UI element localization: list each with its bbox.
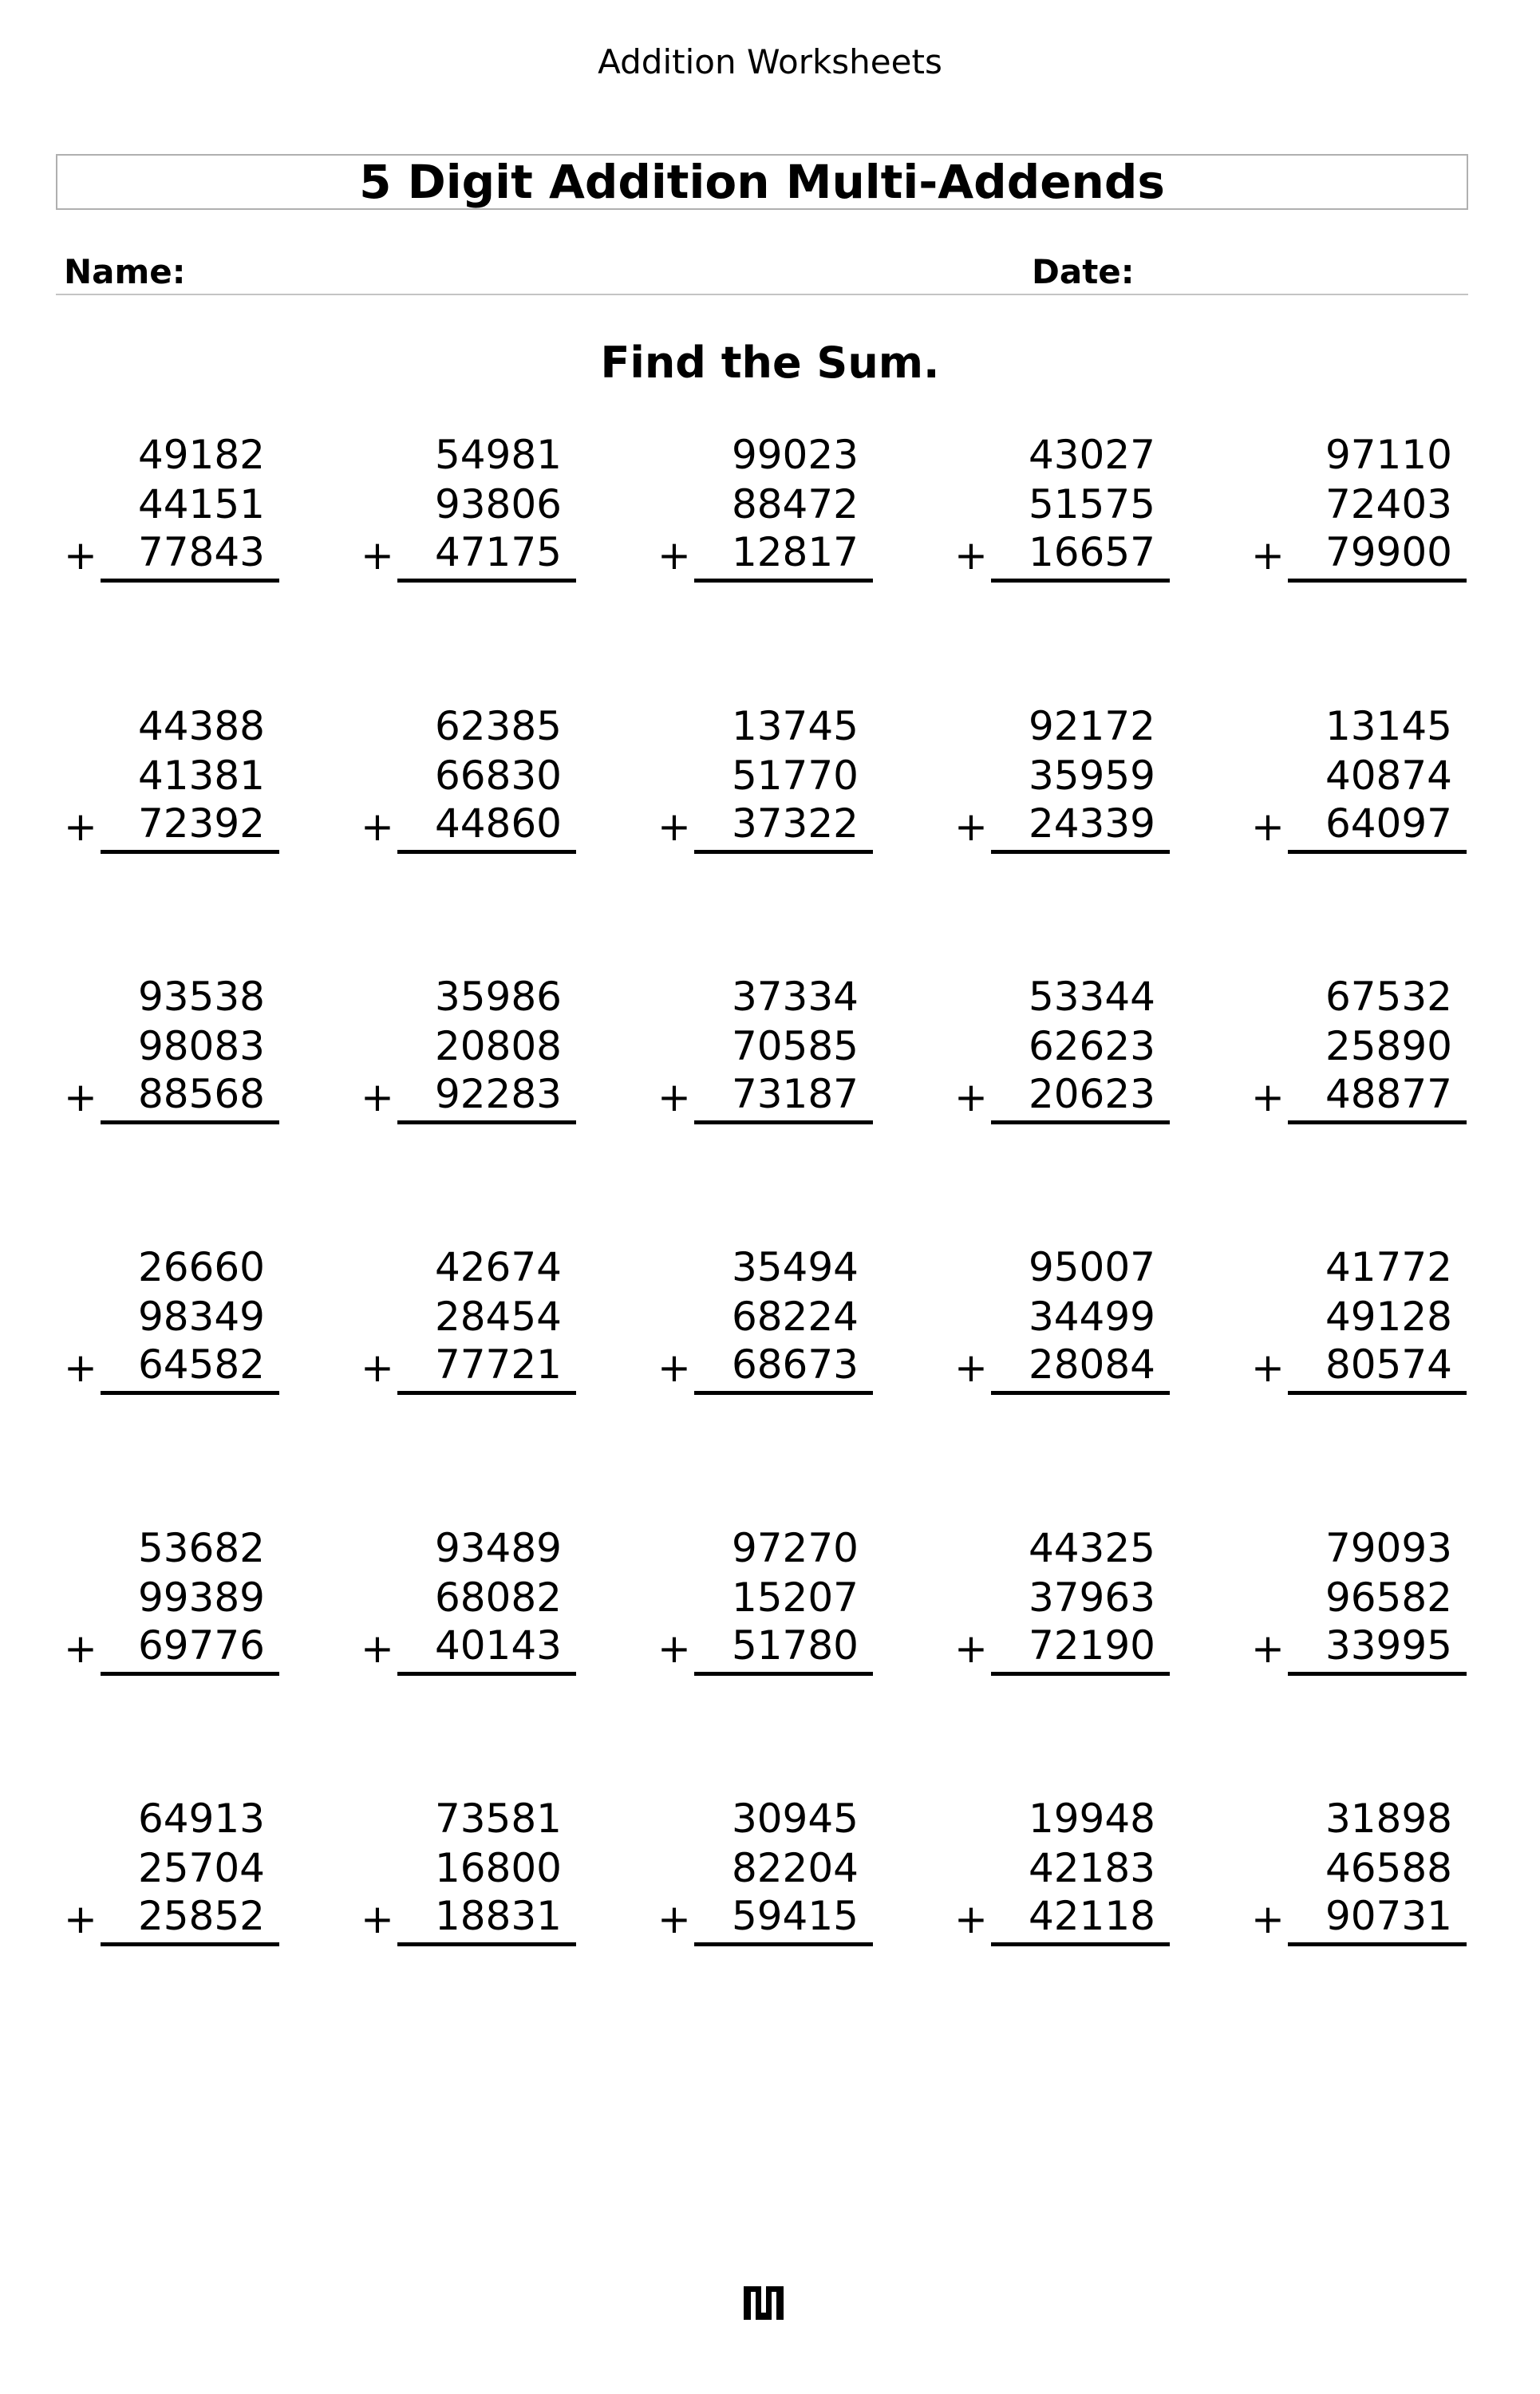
addend-3: 79900 [1325, 529, 1452, 575]
addend-1: 67532 [1325, 974, 1452, 1020]
worksheet-title: 5 Digit Addition Multi-Addends [359, 155, 1165, 209]
addition-problem [64, 973, 279, 1124]
addition-problem [361, 1243, 576, 1395]
addition-problem [1251, 431, 1467, 583]
plus-sign: + [1251, 804, 1285, 850]
answer-line [694, 579, 873, 583]
addend-1: 35494 [731, 1244, 859, 1290]
answer-line [397, 850, 576, 854]
addend-2: 72403 [1325, 481, 1452, 527]
addend-3: 18831 [434, 1893, 562, 1939]
addend-2: 37963 [1028, 1574, 1155, 1621]
addend-1: 42674 [434, 1244, 562, 1290]
plus-sign: + [954, 532, 988, 579]
addend-2: 49128 [1325, 1294, 1452, 1340]
addend-3: 40143 [434, 1622, 562, 1669]
answer-line [397, 1672, 576, 1676]
addend-3: 90731 [1325, 1893, 1452, 1939]
addition-problem [64, 1243, 279, 1395]
plus-sign: + [954, 1896, 988, 1942]
addend-2: 68224 [731, 1294, 859, 1340]
addition-problem [1251, 1795, 1467, 1946]
addend-1: 44388 [137, 703, 265, 749]
addition-problem [361, 973, 576, 1124]
addition-problem [64, 702, 279, 854]
addend-2: 41381 [137, 753, 265, 799]
answer-line [991, 1672, 1170, 1676]
addend-3: 64582 [137, 1341, 265, 1388]
answer-line [1288, 1120, 1467, 1124]
addition-problem [361, 431, 576, 583]
answer-line [991, 1391, 1170, 1395]
addend-2: 16800 [434, 1845, 562, 1891]
answer-line [991, 850, 1170, 854]
addend-2: 51575 [1028, 481, 1155, 527]
plus-sign: + [1251, 532, 1285, 579]
addend-1: 73581 [434, 1796, 562, 1842]
addition-problem [657, 1243, 873, 1395]
instructions: Find the Sum. [600, 338, 940, 388]
publisher-logo-icon [744, 2286, 784, 2320]
answer-line [397, 1942, 576, 1946]
addend-1: 30945 [731, 1796, 859, 1842]
addition-problem [361, 1795, 576, 1946]
addend-3: 24339 [1028, 800, 1155, 847]
answer-line [101, 579, 279, 583]
addition-problem [657, 702, 873, 854]
answer-line [1288, 1672, 1467, 1676]
addend-2: 68082 [434, 1574, 562, 1621]
plus-sign: + [657, 532, 691, 579]
answer-line [397, 579, 576, 583]
addend-1: 97270 [731, 1525, 859, 1571]
addend-1: 93489 [434, 1525, 562, 1571]
addend-3: 69776 [137, 1622, 265, 1669]
addend-3: 44860 [434, 800, 562, 847]
answer-line [101, 1120, 279, 1124]
plus-sign: + [361, 1626, 394, 1672]
plus-sign: + [64, 1074, 97, 1120]
addend-3: 33995 [1325, 1622, 1452, 1669]
addend-2: 20808 [434, 1023, 562, 1069]
plus-sign: + [954, 1626, 988, 1672]
addend-2: 96582 [1325, 1574, 1452, 1621]
plus-sign: + [361, 1074, 394, 1120]
plus-sign: + [64, 1896, 97, 1942]
addition-problem [954, 973, 1170, 1124]
addition-problem [361, 1524, 576, 1676]
title-box [56, 154, 1468, 210]
answer-line [694, 1942, 873, 1946]
addend-1: 64913 [137, 1796, 265, 1842]
addend-2: 35959 [1028, 753, 1155, 799]
answer-line [397, 1120, 576, 1124]
answer-line [694, 1120, 873, 1124]
answer-line [694, 1672, 873, 1676]
addition-problem [1251, 1243, 1467, 1395]
addend-2: 40874 [1325, 753, 1452, 799]
addend-3: 64097 [1325, 800, 1452, 847]
answer-line [991, 1120, 1170, 1124]
addend-2: 15207 [731, 1574, 859, 1621]
addend-3: 51780 [731, 1622, 859, 1669]
addition-problem [657, 1795, 873, 1946]
addend-2: 25704 [137, 1845, 265, 1891]
addend-1: 79093 [1325, 1525, 1452, 1571]
addend-3: 47175 [434, 529, 562, 575]
addition-problem [1251, 1524, 1467, 1676]
addend-3: 88568 [137, 1071, 265, 1117]
plus-sign: + [657, 1345, 691, 1391]
addition-problem [361, 702, 576, 854]
answer-line [1288, 579, 1467, 583]
addend-1: 49182 [137, 432, 265, 478]
addend-2: 98083 [137, 1023, 265, 1069]
addend-2: 93806 [434, 481, 562, 527]
plus-sign: + [954, 1074, 988, 1120]
addend-1: 41772 [1325, 1244, 1452, 1290]
plus-sign: + [361, 532, 394, 579]
addition-problem [954, 1795, 1170, 1946]
addend-2: 70585 [731, 1023, 859, 1069]
addition-problem [64, 431, 279, 583]
plus-sign: + [64, 532, 97, 579]
answer-line [991, 579, 1170, 583]
addition-problem [64, 1524, 279, 1676]
addend-2: 98349 [137, 1294, 265, 1340]
addition-problem [954, 702, 1170, 854]
addend-1: 19948 [1028, 1796, 1155, 1842]
addend-1: 43027 [1028, 432, 1155, 478]
addend-2: 46588 [1325, 1845, 1452, 1891]
addend-3: 28084 [1028, 1341, 1155, 1388]
plus-sign: + [1251, 1896, 1285, 1942]
plus-sign: + [657, 804, 691, 850]
answer-line [101, 1942, 279, 1946]
addend-2: 42183 [1028, 1845, 1155, 1891]
addend-2: 88472 [731, 481, 859, 527]
addend-1: 35986 [434, 974, 562, 1020]
plus-sign: + [1251, 1626, 1285, 1672]
date-label: Date: [1032, 252, 1135, 291]
answer-line [101, 1391, 279, 1395]
plus-sign: + [657, 1074, 691, 1120]
plus-sign: + [361, 1896, 394, 1942]
addend-1: 44325 [1028, 1525, 1155, 1571]
answer-line [1288, 1391, 1467, 1395]
addition-problem [954, 1524, 1170, 1676]
addend-3: 68673 [731, 1341, 859, 1388]
addition-problem [657, 973, 873, 1124]
addition-problem [954, 1243, 1170, 1395]
addend-3: 42118 [1028, 1893, 1155, 1939]
answer-line [101, 850, 279, 854]
addend-2: 28454 [434, 1294, 562, 1340]
addend-3: 37322 [731, 800, 859, 847]
addend-3: 59415 [731, 1893, 859, 1939]
answer-line [397, 1391, 576, 1395]
plus-sign: + [64, 1345, 97, 1391]
plus-sign: + [1251, 1345, 1285, 1391]
addition-problem [64, 1795, 279, 1946]
addend-2: 99389 [137, 1574, 265, 1621]
addend-1: 13745 [731, 703, 859, 749]
header-divider [56, 294, 1468, 295]
addend-1: 99023 [731, 432, 859, 478]
addend-3: 73187 [731, 1071, 859, 1117]
addend-2: 44151 [137, 481, 265, 527]
addition-problem [657, 431, 873, 583]
addition-problem [1251, 702, 1467, 854]
addend-3: 25852 [137, 1893, 265, 1939]
addend-1: 97110 [1325, 432, 1452, 478]
addend-1: 31898 [1325, 1796, 1452, 1842]
addend-3: 72190 [1028, 1622, 1155, 1669]
addition-problem [1251, 973, 1467, 1124]
site-title: Addition Worksheets [598, 42, 942, 81]
addend-3: 72392 [137, 800, 265, 847]
addend-1: 26660 [137, 1244, 265, 1290]
answer-line [694, 850, 873, 854]
addition-problem [954, 431, 1170, 583]
plus-sign: + [954, 804, 988, 850]
addend-3: 48877 [1325, 1071, 1452, 1117]
addend-1: 53344 [1028, 974, 1155, 1020]
addend-1: 53682 [137, 1525, 265, 1571]
answer-line [694, 1391, 873, 1395]
addend-1: 62385 [434, 703, 562, 749]
answer-line [1288, 850, 1467, 854]
addend-1: 13145 [1325, 703, 1452, 749]
answer-line [991, 1942, 1170, 1946]
addend-2: 25890 [1325, 1023, 1452, 1069]
addend-3: 92283 [434, 1071, 562, 1117]
addend-3: 12817 [731, 529, 859, 575]
addend-2: 82204 [731, 1845, 859, 1891]
addend-1: 37334 [731, 974, 859, 1020]
addend-3: 20623 [1028, 1071, 1155, 1117]
answer-line [1288, 1942, 1467, 1946]
addend-2: 66830 [434, 753, 562, 799]
addend-3: 77843 [137, 529, 265, 575]
plus-sign: + [1251, 1074, 1285, 1120]
addend-1: 93538 [137, 974, 265, 1020]
addend-1: 92172 [1028, 703, 1155, 749]
plus-sign: + [657, 1626, 691, 1672]
answer-line [101, 1672, 279, 1676]
plus-sign: + [361, 804, 394, 850]
addend-1: 54981 [434, 432, 562, 478]
plus-sign: + [361, 1345, 394, 1391]
addend-3: 77721 [434, 1341, 562, 1388]
plus-sign: + [64, 804, 97, 850]
plus-sign: + [657, 1896, 691, 1942]
plus-sign: + [64, 1626, 97, 1672]
addend-2: 34499 [1028, 1294, 1155, 1340]
name-label: Name: [64, 252, 186, 291]
addend-1: 95007 [1028, 1244, 1155, 1290]
addend-3: 80574 [1325, 1341, 1452, 1388]
addend-3: 16657 [1028, 529, 1155, 575]
plus-sign: + [954, 1345, 988, 1391]
addition-problem [657, 1524, 873, 1676]
addend-2: 62623 [1028, 1023, 1155, 1069]
addend-2: 51770 [731, 753, 859, 799]
